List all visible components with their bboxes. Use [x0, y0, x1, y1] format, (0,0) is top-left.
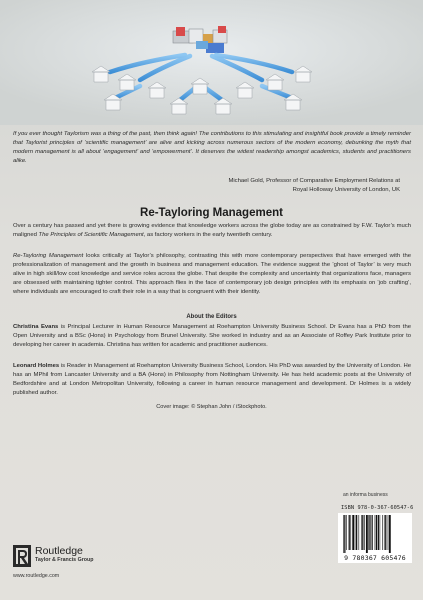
blurb-p1-text: Over a century has passed and yet there is growing evidence that knowledge workers across the globe today are as constrained by F.W. Taylor’s much maligned — [13, 223, 411, 238]
publisher-group: Taylor & Francis Group — [35, 557, 94, 563]
publisher-url[interactable]: www.routledge.com — [13, 573, 60, 579]
blurb-p2-italic: Re-Tayloring Management — [13, 253, 84, 259]
blurb-p2-text: looks critically at Taylor’s philosophy, contrasting this with more contemporary perspectives that have emerged with the professionalization of management and the growth in business and management education. The evidence suggest the ‘ghost of Taylor’ is very much alive in high skill/low cost knowledge and service roles across the globe. That despite the complexity and uncertainty that organizations face, managers are obsessed with maintaining tighter control. This approach flies in the face of contemporary job design principles with its emphasis on ‘job crafting’, where individuals are encouraged to craft their role in a way that is congruent with their identity. — [13, 253, 412, 295]
attribution-name: Michael Gold, Professor of Comparative Employment Relations at — [228, 178, 400, 184]
editor-bio-text-1: is Principal Lecturer in Human Resource Management at Roehampton University Business School. Dr Evans has a PhD from the Open University and a BSc (Hons) in Psychology from Brunel University. She worked in industry and as an Associate of Roffey Park Institute prior to developing her career in academia. Christina has written for academic and practitioner audiences. — [13, 324, 411, 348]
routledge-logo-icon — [13, 545, 31, 567]
editor-bio-text-2: is Reader in Management at Roehampton University Business School, London. His PhD was awarded by the University of London. He has an MPhil from Lancaster University and a BA (Hons) in Philosophy from Nottingham University. He has held academic posts at the University of Bedfordshire and at London Metropolitan University, following a career in human resource management and development. Dr Holmes is a widely published author. — [13, 363, 411, 396]
publisher-name: Routledge — [35, 545, 83, 557]
editor-name-2: Leonard Holmes — [13, 363, 60, 369]
barcode-bars-icon — [343, 515, 407, 553]
endorsement-quote: If you ever thought Taylorism was a thing of the past, then think again! The contributions to this stimulating and insightful book provide a timely reminder that Taylorist principles of ‘scientific management’ are alive and kicking across numerous sectors of the modern economy, debunking the myth that modern management is all about ‘engagement’ and ‘empowerment’. It deserves the widest readership amongst academics, students and practitioners alike. — [13, 131, 411, 164]
endorsement-attribution — [228, 177, 400, 195]
blurb-p1-italic: The Principles of Scientific Management — [38, 231, 144, 238]
blurb-paragraph-2 — [13, 252, 411, 297]
attribution-org: Royal Holloway University of London, UK — [292, 186, 400, 193]
cover-image-credit: Cover image: © Stephan John / iStockphoto. — [156, 404, 267, 410]
book-title: Re-Tayloring Management — [140, 207, 283, 219]
editors-heading: About the Editors — [186, 314, 237, 320]
isbn-digits: 9 780367 605476 — [344, 554, 406, 562]
blurb-p1-text-end: , as factory workers in the early twentieth century. — [143, 231, 273, 238]
editor-name-1: Christina Evans — [13, 324, 59, 330]
barcode — [338, 513, 412, 563]
informa-business-label: an informa business — [343, 492, 388, 498]
blurb-paragraph-1 — [13, 222, 411, 240]
editor-bio-2 — [13, 362, 411, 398]
cover-illustration — [0, 0, 423, 125]
org-network-illustration — [0, 0, 423, 125]
editor-bio-1 — [13, 323, 411, 350]
isbn-label: ISBN 978-0-367-60547-6 — [341, 505, 414, 511]
